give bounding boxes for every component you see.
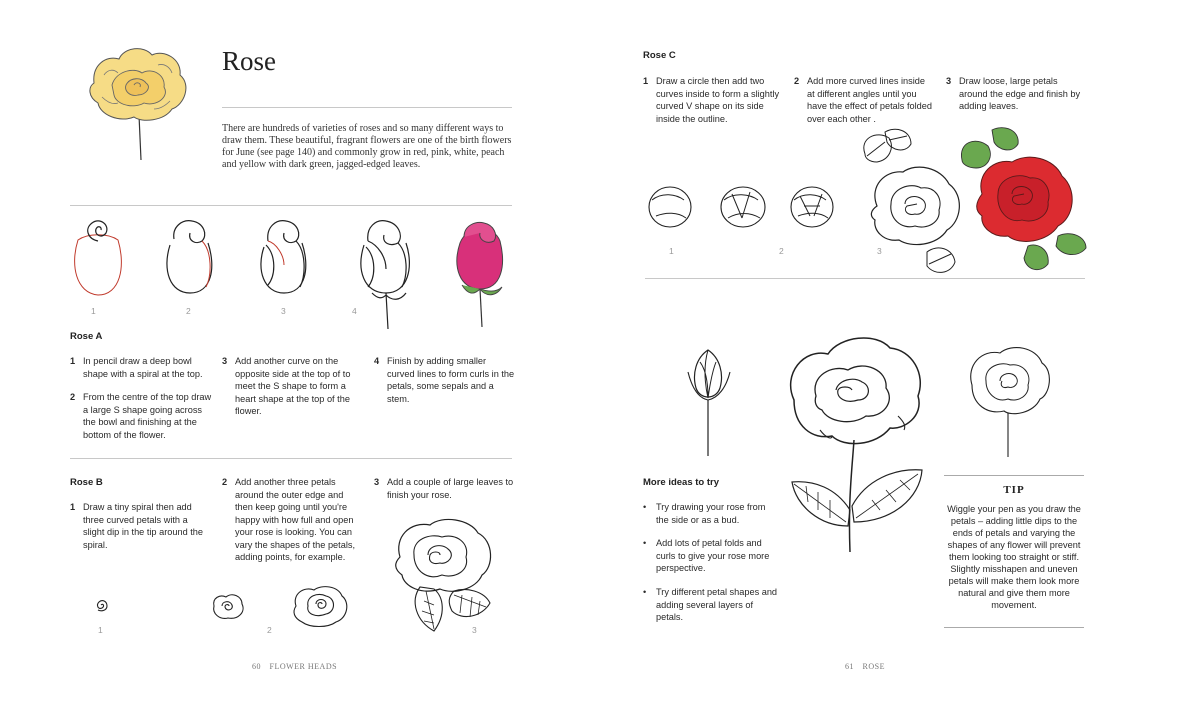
rose-b-heading: Rose B bbox=[70, 477, 103, 488]
section-rule-middle bbox=[70, 458, 512, 459]
rose-a-step-4-drawing bbox=[352, 215, 422, 330]
rose-b-step-1-spiral bbox=[93, 597, 109, 613]
rose-b-step: 2 Add another three petals around the outer edge and then keep going until you're happy with how full and open your rose is looking. You can vary the shapes of the petals, adding points, for example. bbox=[222, 477, 356, 562]
tip-rule-bottom bbox=[944, 627, 1084, 628]
running-head: ROSE bbox=[862, 662, 885, 671]
rose-b-step-2-larger-rose bbox=[290, 584, 352, 628]
rose-a-step-3-drawing bbox=[254, 215, 314, 295]
yellow-rose-illustration bbox=[84, 45, 194, 165]
figure-number: 2 bbox=[779, 246, 784, 256]
rose-a-heading: Rose A bbox=[70, 331, 103, 342]
running-head: FLOWER HEADS bbox=[269, 662, 338, 671]
section-rule-right-top bbox=[645, 278, 1085, 279]
rose-c-step-3-drawing bbox=[855, 126, 975, 286]
rose-a-step: 2 From the centre of the top draw a large S shape going across the bowl and finishing at the bottom of the flower. bbox=[70, 392, 212, 440]
figure-number: 3 bbox=[877, 246, 882, 256]
figure-number: 3 bbox=[472, 625, 477, 635]
rose-c-step: 1 Draw a circle then add two curves inside to form a slightly curved V shape on its side inside the outline. bbox=[643, 76, 780, 124]
more-ideas-heading: More ideas to try bbox=[643, 477, 720, 488]
figure-number: 2 bbox=[267, 625, 272, 635]
rose-b-step-2-small-rose bbox=[208, 592, 248, 622]
page-footer-right bbox=[845, 662, 885, 671]
small-open-rose-drawing bbox=[962, 345, 1052, 460]
more-ideas-item: • Add lots of petal folds and curls to give your rose more perspective. bbox=[643, 538, 770, 573]
rose-b-step: 3 Add a couple of large leaves to finish your rose. bbox=[374, 477, 514, 500]
tip-text: Wiggle your pen as you draw the petals – adding little dips to the ends of petals and varying the shapes of any flower will prevent them looking too straight or stiff. Slightly misshapen and uneven petals will make them look more natural and give them more movement. bbox=[947, 504, 1081, 610]
tip-rule-top bbox=[944, 475, 1084, 476]
tip-heading: TIP bbox=[1003, 484, 1025, 496]
rose-a-step: 4 Finish by adding smaller curved lines to form curls in the petals, some sepals and a stem. bbox=[374, 356, 515, 404]
rose-c-step-1-drawing bbox=[648, 186, 692, 228]
rose-c-step: 2 Add more curved lines inside at different angles until you have the effect of petals folded over each other . bbox=[794, 76, 932, 124]
more-ideas-item: • Try different petal shapes and adding several layers of petals. bbox=[643, 587, 778, 622]
rose-a-step: 1 In pencil draw a deep bowl shape with a spiral at the top. bbox=[70, 356, 203, 379]
rose-a-step-2-drawing bbox=[160, 215, 220, 295]
rose-b-step-3-rose-with-leaves bbox=[390, 517, 500, 632]
page-footer-left bbox=[252, 662, 337, 671]
rose-c-step-2b-drawing bbox=[790, 186, 834, 228]
rose-a-finished-pink-rose bbox=[450, 215, 510, 330]
intro-paragraph: There are hundreds of varieties of roses and so many different ways to draw them. These beautiful, fragrant flowers are one of the birth flowers for June (see page 140) and commonly grow in red, pink, white, peach and yellow with dark green, jagged-edged leaves. bbox=[222, 123, 512, 170]
rose-bud-drawing bbox=[678, 348, 738, 458]
section-rule-top bbox=[70, 205, 512, 206]
figure-number: 1 bbox=[91, 306, 96, 316]
page-title: Rose bbox=[222, 46, 276, 76]
figure-number: 4 bbox=[352, 306, 357, 316]
rose-c-heading: Rose C bbox=[643, 50, 676, 61]
rose-c-step: 3 Draw loose, large petals around the edge and finish by adding leaves. bbox=[946, 76, 1081, 111]
rose-a-step-1-drawing bbox=[68, 215, 128, 295]
rose-c-step-2-drawing bbox=[720, 186, 766, 228]
open-rose-with-leaves-drawing bbox=[780, 330, 950, 555]
figure-number: 1 bbox=[98, 625, 103, 635]
figure-number: 2 bbox=[186, 306, 191, 316]
rose-a-step: 3 Add another curve on the opposite side at the top of to meet the S shape to form a heart shape at the top of the flower. bbox=[222, 356, 351, 416]
figure-number: 3 bbox=[281, 306, 286, 316]
more-ideas-item: • Try drawing your rose from the side or as a bud. bbox=[643, 502, 766, 525]
figure-number: 1 bbox=[669, 246, 674, 256]
red-rose-illustration bbox=[958, 124, 1093, 284]
page-number: 61 bbox=[845, 662, 854, 671]
page-number: 60 bbox=[252, 662, 261, 671]
title-rule bbox=[222, 107, 512, 108]
rose-b-step: 1 Draw a tiny spiral then add three curved petals with a slight dip in the tip around the spiral. bbox=[70, 502, 204, 550]
